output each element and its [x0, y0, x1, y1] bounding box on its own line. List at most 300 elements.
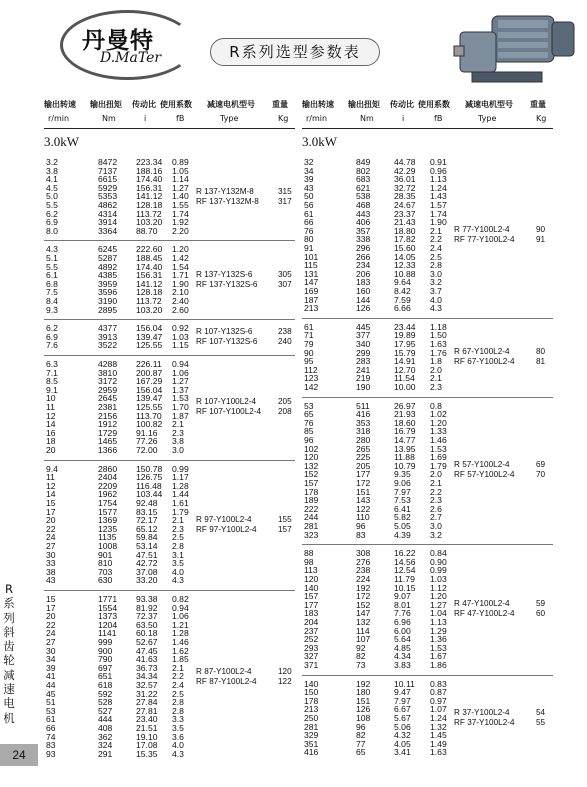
speed-cell: 15 [46, 594, 56, 604]
ratio-cell: 36.01 [394, 174, 416, 185]
speed-cell: 120 [304, 573, 319, 584]
speed-cell: 120 [304, 452, 319, 463]
table-row [44, 672, 214, 681]
torque-cell: 2156 [98, 410, 118, 421]
torque-cell: 900 [98, 645, 113, 656]
motor-type: RF 137-Y132M-8 [196, 196, 259, 206]
speed-cell: 6.9 [46, 331, 58, 342]
speed-cell: 140 [304, 678, 319, 689]
brand-name-cn: 丹曼特 [82, 28, 154, 54]
torque-cell: 362 [98, 731, 113, 742]
factor-cell: 1.87 [172, 410, 189, 421]
factor-cell: 2.8 [172, 697, 184, 708]
torque-cell: 126 [356, 704, 371, 715]
page-number: 24 [0, 744, 38, 766]
ratio-cell: 7.76 [394, 608, 411, 619]
gear-motor-image [452, 2, 582, 90]
speed-cell: 252 [304, 634, 319, 645]
factor-cell: 3.2 [430, 529, 442, 540]
weight-value: 305 [278, 269, 292, 279]
torque-cell: 340 [356, 338, 371, 349]
torque-cell: 408 [98, 722, 113, 733]
speed-cell: 7.6 [46, 340, 58, 351]
speed-cell: 5.0 [46, 191, 58, 202]
torque-cell: 630 [98, 575, 113, 586]
torque-cell: 1135 [98, 532, 117, 543]
factor-cell: 1.27 [172, 376, 189, 387]
factor-cell: 1.92 [172, 217, 189, 228]
torque-cell: 999 [98, 636, 113, 647]
speed-cell: 113 [304, 565, 318, 576]
unit-torque: Nm [360, 114, 374, 123]
torque-cell: 1554 [98, 602, 118, 613]
torque-cell: 802 [356, 165, 371, 176]
factor-cell: 1.90 [172, 278, 189, 289]
ratio-cell: 31.22 [136, 688, 158, 699]
torque-cell: 6615 [98, 174, 118, 185]
ratio-cell: 113.72 [136, 208, 162, 219]
ratio-cell: 156.31 [136, 270, 163, 281]
factor-cell: 1.42 [172, 252, 189, 263]
ratio-cell: 139.47 [136, 393, 163, 404]
factor-cell: 2.2 [172, 671, 184, 682]
factor-cell: 2.1 [430, 225, 442, 236]
header-torque: 输出扭矩 [90, 100, 122, 109]
page-title: R系列选型参数表 [210, 38, 380, 66]
ratio-cell: 34.34 [136, 671, 158, 682]
weight-value: 120 [278, 666, 292, 676]
factor-cell: 4.3 [430, 303, 442, 314]
table-row [44, 681, 214, 690]
factor-cell: 1.06 [172, 367, 189, 378]
ratio-cell: 18.80 [394, 225, 416, 236]
ratio-cell: 9.06 [394, 477, 411, 488]
motor-type: R 137-Y132M-8 [196, 186, 254, 196]
table-row [44, 341, 214, 350]
torque-cell: 1369 [98, 515, 118, 526]
torque-cell: 280 [356, 434, 371, 445]
group-divider [44, 240, 295, 241]
factor-cell: 1.20 [430, 417, 447, 428]
ratio-cell: 17.82 [394, 234, 416, 245]
motor-type: R 47-Y100L2-4 [454, 599, 510, 609]
ratio-cell: 4.39 [394, 529, 411, 540]
ratio-cell: 4.34 [394, 651, 411, 662]
table-row [44, 533, 214, 542]
torque-cell: 172 [356, 591, 371, 602]
torque-cell: 318 [356, 426, 371, 437]
torque-cell: 177 [356, 469, 371, 480]
model-group [44, 463, 295, 587]
speed-cell: 6.1 [46, 270, 58, 281]
factor-cell: 1.02 [430, 409, 447, 420]
factor-cell: 2.8 [172, 540, 184, 551]
speed-cell: 41 [46, 671, 56, 682]
ratio-cell: 222.60 [136, 244, 163, 255]
torque-cell: 206 [356, 268, 371, 279]
table-row [44, 733, 214, 742]
unit-type: Type [220, 114, 239, 123]
motor-type: RF 107-Y100L2-4 [196, 407, 262, 417]
unit-type: Type [478, 114, 497, 123]
factor-cell: 1.74 [172, 208, 189, 219]
ratio-cell: 223.34 [136, 157, 163, 167]
speed-cell: 5.1 [46, 252, 58, 263]
torque-cell: 65 [356, 747, 366, 758]
factor-cell: 0.8 [430, 400, 442, 411]
factor-cell: 1.53 [430, 443, 447, 454]
factor-cell: 0.82 [172, 594, 189, 604]
ratio-cell: 103.20 [136, 217, 163, 228]
factor-cell: 1.21 [172, 619, 189, 630]
model-group [302, 400, 553, 542]
speed-cell: 6.8 [46, 278, 58, 289]
group-divider [44, 319, 295, 320]
ratio-cell: 128.18 [136, 287, 163, 298]
ratio-cell: 103.20 [136, 304, 163, 315]
torque-cell: 621 [356, 182, 371, 193]
speed-cell: 183 [304, 608, 319, 619]
speed-cell: 3.2 [46, 157, 58, 167]
torque-cell: 8472 [98, 157, 118, 167]
speed-cell: 6.3 [46, 359, 58, 369]
factor-cell: 1.71 [172, 270, 189, 281]
ratio-cell: 19.10 [136, 731, 158, 742]
factor-cell: 0.91 [430, 157, 447, 167]
torque-cell: 2404 [98, 472, 118, 483]
motor-type: R 67-Y100L2-4 [454, 347, 510, 357]
speed-cell: 204 [304, 616, 319, 627]
weight-value: 317 [278, 196, 292, 206]
factor-cell: 1.50 [430, 330, 447, 341]
speed-cell: 222 [304, 503, 319, 514]
table-row [302, 270, 472, 279]
speed-cell: 8.4 [46, 295, 58, 306]
speed-cell: 132 [304, 460, 319, 471]
torque-cell: 443 [356, 208, 371, 219]
ratio-cell: 21.43 [394, 217, 416, 228]
ratio-cell: 9.64 [394, 277, 411, 288]
factor-cell: 2.1 [172, 515, 184, 526]
factor-cell: 1.13 [430, 616, 447, 627]
ratio-cell: 3.41 [394, 747, 411, 758]
speed-cell: 24 [46, 628, 56, 639]
factor-cell: 2.5 [430, 251, 442, 262]
speed-cell: 8.5 [46, 376, 58, 387]
factor-cell: 0.99 [430, 565, 447, 576]
speed-cell: 22 [46, 619, 56, 630]
ratio-cell: 113.72 [136, 295, 162, 306]
torque-cell: 849 [356, 157, 371, 167]
group-divider [44, 590, 295, 591]
ratio-cell: 65.12 [136, 523, 158, 534]
ratio-cell: 10.15 [394, 582, 416, 593]
torque-cell: 6245 [98, 244, 118, 255]
ratio-cell: 53.14 [136, 540, 158, 551]
factor-cell: 2.8 [430, 260, 442, 271]
table-row [44, 525, 214, 534]
ratio-cell: 100.82 [136, 419, 163, 430]
factor-cell: 0.99 [172, 463, 189, 474]
ratio-cell: 15.79 [394, 347, 416, 358]
torque-cell: 357 [356, 225, 371, 236]
torque-cell: 1204 [98, 619, 118, 630]
speed-cell: 177 [304, 599, 319, 610]
ratio-cell: 5.67 [394, 712, 411, 723]
factor-cell: 0.83 [430, 678, 447, 689]
factor-cell: 0.89 [172, 157, 189, 167]
factor-cell: 1.17 [172, 472, 189, 483]
speed-cell: 45 [46, 688, 56, 699]
torque-cell: 697 [98, 662, 113, 673]
torque-cell: 468 [356, 199, 371, 210]
factor-cell: 4.0 [430, 294, 442, 305]
torque-cell: 114 [356, 625, 370, 636]
ratio-cell: 14.05 [394, 251, 416, 262]
ratio-cell: 14.77 [394, 434, 416, 445]
factor-cell: 1.04 [430, 608, 447, 619]
table-row [44, 508, 214, 517]
ratio-cell: 15.35 [136, 748, 158, 759]
factor-cell: 2.5 [172, 688, 184, 699]
speed-cell: 53 [304, 400, 314, 411]
factor-cell: 1.27 [172, 182, 189, 193]
torque-cell: 703 [98, 566, 113, 577]
motor-type: R 137-Y132S-6 [196, 269, 253, 279]
speed-cell: 3.8 [46, 165, 58, 176]
torque-cell: 5929 [98, 182, 118, 193]
factor-cell: 1.06 [172, 611, 189, 622]
group-divider [44, 355, 295, 356]
ratio-cell: 12.54 [394, 565, 416, 576]
torque-cell: 96 [356, 721, 366, 732]
speed-cell: 12 [46, 480, 56, 491]
factor-cell: 3.2 [430, 277, 442, 288]
factor-cell: 3.6 [172, 731, 184, 742]
ratio-cell: 12.33 [394, 260, 416, 271]
unit-weight: Kg [278, 114, 289, 123]
speed-cell: 51 [46, 697, 56, 708]
model-group [302, 156, 553, 315]
weight-value: 54 [536, 708, 546, 718]
ratio-cell: 141.12 [136, 191, 163, 202]
factor-cell: 3.5 [172, 558, 184, 569]
ratio-cell: 9.47 [394, 687, 411, 698]
torque-cell: 3810 [98, 367, 118, 378]
torque-cell: 3959 [98, 278, 118, 289]
table-row [302, 366, 472, 375]
torque-cell: 144 [356, 294, 371, 305]
speed-cell: 18 [46, 436, 56, 447]
torque-cell: 3190 [98, 295, 118, 306]
torque-cell: 4314 [98, 208, 118, 219]
ratio-cell: 28.35 [394, 191, 416, 202]
group-divider [302, 318, 553, 319]
speed-cell: 61 [304, 208, 314, 219]
factor-cell: 1.76 [430, 347, 447, 358]
ratio-cell: 6.66 [394, 303, 411, 314]
torque-cell: 2860 [98, 463, 118, 474]
factor-cell: 2.1 [430, 477, 442, 488]
torque-cell: 132 [356, 616, 371, 627]
torque-cell: 4862 [98, 199, 118, 210]
speed-cell: 323 [304, 529, 319, 540]
ratio-cell: 18.60 [394, 417, 416, 428]
torque-cell: 266 [356, 251, 371, 262]
factor-cell: 1.03 [172, 331, 189, 342]
table-row [302, 505, 472, 514]
speed-cell: 20 [46, 611, 56, 622]
speed-cell: 98 [304, 556, 314, 567]
ratio-cell: 7.97 [394, 695, 411, 706]
torque-cell: 151 [356, 695, 371, 706]
factor-cell: 1.13 [430, 174, 447, 185]
factor-cell: 2.4 [430, 242, 442, 253]
speed-cell: 30 [46, 549, 56, 560]
factor-cell: 1.32 [430, 721, 447, 732]
table-row [44, 429, 214, 438]
speed-cell: 9.1 [46, 384, 58, 395]
factor-cell: 0.94 [172, 359, 189, 369]
factor-cell: 0.94 [172, 602, 189, 613]
factor-cell: 0.97 [430, 695, 447, 706]
power-label: 3.0kW [44, 134, 80, 149]
ratio-cell: 36.73 [136, 662, 158, 673]
factor-cell: 1.85 [172, 654, 189, 665]
factor-cell: 1.90 [430, 217, 447, 228]
ratio-cell: 27.81 [136, 705, 158, 716]
speed-cell: 96 [304, 434, 314, 445]
factor-cell: 1.27 [430, 599, 447, 610]
torque-cell: 683 [356, 174, 371, 185]
ratio-cell: 33.20 [136, 575, 158, 586]
ratio-cell: 5.82 [394, 512, 411, 523]
weight-value: 315 [278, 186, 292, 196]
factor-cell: 4.0 [172, 566, 184, 577]
ratio-cell: 128.18 [136, 199, 163, 210]
ratio-cell: 47.45 [136, 645, 158, 656]
ratio-cell: 10.79 [394, 460, 416, 471]
speed-cell: 43 [46, 575, 56, 586]
torque-cell: 77 [356, 738, 366, 749]
unit-service-factor: fB [176, 114, 185, 123]
ratio-cell: 11.88 [394, 452, 415, 463]
speed-cell: 244 [304, 512, 319, 523]
torque-cell: 527 [98, 705, 113, 716]
speed-cell: 7.5 [46, 287, 58, 298]
speed-cell: 66 [304, 217, 314, 228]
ratio-cell: 91.16 [136, 427, 158, 438]
ratio-cell: 14.91 [394, 356, 416, 367]
ratio-cell: 9.07 [394, 591, 411, 602]
factor-cell: 1.46 [172, 636, 189, 647]
header-weight: 重量 [530, 100, 546, 109]
speed-cell: 39 [304, 174, 314, 185]
model-group [44, 243, 295, 316]
ratio-cell: 5.05 [394, 520, 411, 531]
torque-cell: 2645 [98, 393, 118, 404]
weight-value: 70 [536, 470, 546, 480]
ratio-cell: 13.95 [394, 443, 416, 454]
factor-cell: 3.5 [172, 722, 184, 733]
factor-cell: 1.63 [430, 747, 447, 758]
sidebar-label: R系列斜齿轮减速电机 [3, 582, 15, 725]
group-divider [302, 675, 553, 676]
motor-type: RF 67-Y100L2-4 [454, 357, 515, 367]
ratio-cell: 24.67 [394, 199, 416, 210]
torque-cell: 241 [356, 364, 371, 375]
ratio-cell: 88.70 [136, 225, 158, 236]
factor-cell: 2.2 [430, 234, 442, 245]
factor-cell: 0.84 [430, 548, 447, 559]
header-speed: 输出转速 [302, 100, 334, 109]
weight-value: 80 [536, 347, 546, 357]
table-row [302, 522, 472, 531]
torque-cell: 192 [356, 678, 371, 689]
table-row [44, 664, 214, 673]
factor-cell: 1.28 [172, 628, 189, 639]
speed-cell: 11 [46, 401, 55, 412]
torque-cell: 152 [356, 599, 371, 610]
ratio-cell: 21.93 [394, 409, 416, 420]
model-group [44, 358, 295, 457]
speed-cell: 15 [46, 497, 56, 508]
speed-cell: 43 [304, 182, 314, 193]
table-row [302, 349, 472, 358]
ratio-cell: 7.53 [394, 495, 411, 506]
speed-cell: 76 [304, 225, 314, 236]
table-row [302, 287, 472, 296]
torque-cell: 122 [356, 503, 371, 514]
speed-cell: 50 [304, 191, 314, 202]
model-group [302, 321, 553, 394]
speed-cell: 327 [304, 651, 319, 662]
weight-value: 307 [278, 279, 292, 289]
torque-cell: 192 [356, 582, 371, 593]
torque-cell: 511 [356, 400, 370, 411]
speed-cell: 6.2 [46, 208, 58, 219]
factor-cell: 1.20 [430, 591, 447, 602]
speed-cell: 33 [46, 558, 56, 569]
torque-cell: 225 [356, 452, 371, 463]
torque-cell: 296 [356, 242, 371, 253]
table-row [302, 383, 472, 392]
header-ratio: 传动比 [390, 100, 414, 109]
speed-cell: 80 [304, 234, 314, 245]
factor-cell: 3.0 [430, 268, 442, 279]
speed-cell: 85 [304, 426, 314, 437]
speed-cell: 22 [46, 523, 56, 534]
ratio-cell: 5.64 [394, 634, 411, 645]
model-group [44, 593, 295, 760]
speed-cell: 152 [304, 469, 319, 480]
torque-cell: 2959 [98, 384, 118, 395]
speed-cell: 14 [46, 419, 56, 430]
table-row [302, 357, 472, 366]
torque-cell: 238 [356, 565, 371, 576]
factor-cell: 0.92 [172, 323, 189, 334]
ratio-cell: 92.48 [136, 497, 158, 508]
speed-cell: 90 [304, 347, 314, 358]
factor-cell: 2.6 [430, 503, 442, 514]
speed-cell: 11 [46, 472, 55, 483]
unit-weight: Kg [536, 114, 547, 123]
torque-cell: 4892 [98, 261, 118, 272]
speed-cell: 53 [46, 705, 56, 716]
torque-cell: 234 [356, 260, 371, 271]
factor-cell: 2.0 [430, 469, 442, 480]
motor-type: RF 47-Y100L2-4 [454, 609, 515, 619]
